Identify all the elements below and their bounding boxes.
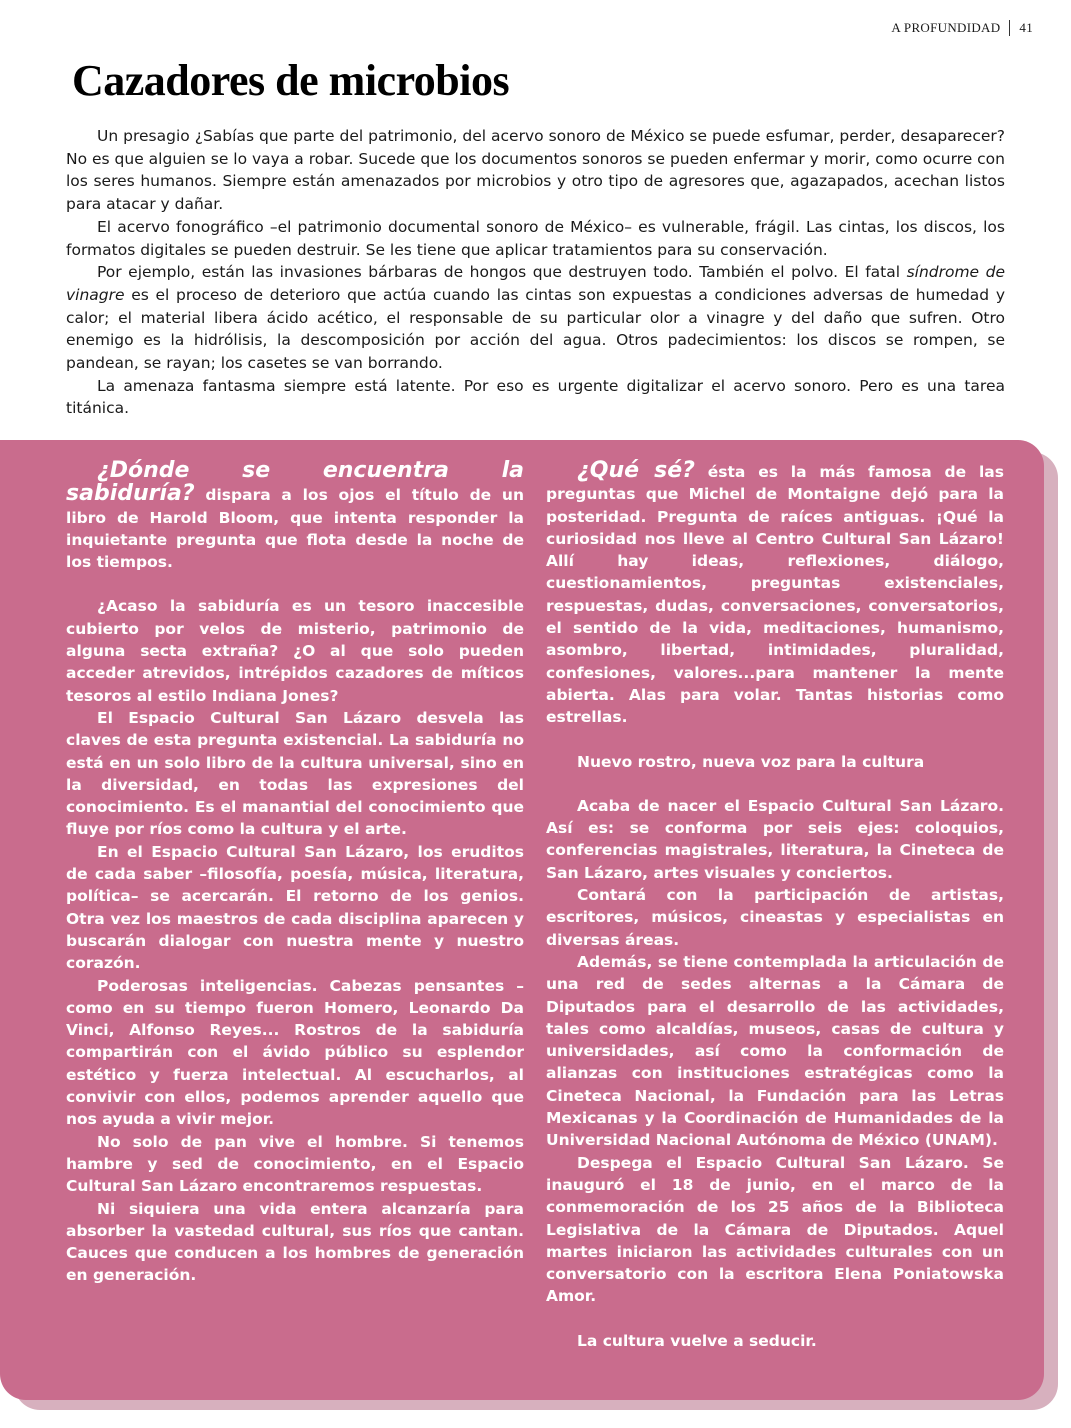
column-paragraph: ¿Acaso la sabiduría es un tesoro inaccesible cubierto por velos de misterio, patrimonio de alguna secta extraña? ¿O al que solo pueden acceder atrevidos, intrépidos cazadores de míticos tesoros al estilo Indiana Jones? <box>66 597 524 705</box>
intro-text <box>66 125 1005 420</box>
column-paragraph: Poderosas inteligencias. Cabezas pensantes –como en su tiempo fueron Homero, Leonardo Da Vinci, Alfonso Reyes... Rostros de la sabiduría compartirán con el ávido público su esplendor estético y fuerza intelectual. Al escucharlos, al convivir con ellos, podemos aprender aquello que nos ayuda a vivir mejor. <box>66 976 524 1129</box>
column-paragraph: El Espacio Cultural San Lázaro desvela las claves de esta pregunta existencial. La sabiduría no está en un solo libro de la cultura universal, sino en la diversidad, en todas las expresiones del conocimiento. Es el manantial del conocimiento que fluye por ríos como la cultura y el arte. <box>66 708 524 839</box>
column-paragraph: Contará con la participación de artistas, escritores, músicos, cineastas y especialistas en diversas áreas. <box>546 886 1004 949</box>
lead-question: ¿Qué sé? <box>577 458 695 483</box>
section-label: A PROFUNDIDAD <box>891 20 1001 35</box>
intro-paragraph: Un presagio ¿Sabías que parte del patrimonio, del acervo sonoro de México se puede esfumar, perder, desaparecer? No es que alguien se lo vaya a robar. Sucede que los documentos sonoros se pueden enfermar y morir, como ocurre con los seres humanos. Siempre están amenazados por microbios y otro tipo de agresores que, agazapados, acechan listos para atacar y dañar. <box>66 127 1005 214</box>
closing-line: La cultura vuelve a seducir. <box>577 1331 817 1350</box>
column-paragraph: En el Espacio Cultural San Lázaro, los eruditos de cada saber –filosofía, poesía, música, literatura, política– se acercarán. El retorno de los genios. Otra vez los maestros de cada disciplina aparecen y buscarán dialogar con nuestra mente y nuestro corazón. <box>66 842 524 973</box>
lead-paragraph: ¿Dónde se encuentra la sabiduría? dispara a los ojos el título de un libro de Harold Bloom, que intenta responder la inquietante pregunta que flota desde la noche de los tiempos. <box>66 458 524 572</box>
right-column <box>546 460 1004 1352</box>
left-column <box>66 460 524 1287</box>
italic-term: síndrome de vinagre <box>66 263 1005 304</box>
column-paragraph: No solo de pan vive el hombre. Si tenemos hambre y sed de conocimiento, en el Espacio Cultural San Lázaro encontraremos respuestas. <box>66 1132 524 1196</box>
intro-paragraph: Por ejemplo, están las invasiones bárbaras de hongos que destruyen todo. También el polvo. El fatal síndrome de vinagre es el proceso de deterioro que actúa cuando las cintas son expuestas a condiciones adversas de humedad y calor; el material libera ácido acético, el responsable de su particular olor a vinagre y del daño que sufren. Otro enemigo es la hidrólisis, la descomposición por acción del agua. Otros padecimientos: los discos se rompen, se pandean, se rayan; los casetes se van borrando. <box>66 263 1005 373</box>
column-paragraph: Acaba de nacer el Espacio Cultural San Lázaro. Así es: se conforma por seis ejes: coloquios, conferencias magistrales, literatura, la Cineteca de San Lázaro, artes visuales y conciertos. <box>546 796 1004 882</box>
column-paragraph: Ni siquiera una vida entera alcanzaría para absorber la vastedad cultural, sus ríos que cantan. Cauces que conducen a los hombres de generación en generación. <box>66 1199 524 1285</box>
intro-paragraph: El acervo fonográfico –el patrimonio documental sonoro de México– es vulnerable, frágil. Las cintas, los discos, los formatos digitales se pueden destruir. Se les tiene que aplicar tratamientos para su conservación. <box>66 217 1005 259</box>
header-divider <box>1009 20 1010 36</box>
lead-paragraph: ¿Qué sé? ésta es la más famosa de las preguntas que Michel de Montaigne dejó para la posteridad. Pregunta de raíces antiguas. ¡Qué la curiosidad nos lleve al Centro Cultural San Lázaro! Allí hay ideas, reflexiones, diálogo, cuestionamientos, preguntas existenciales, respuestas, dudas, conversaciones, conversatorios, el sentido de la vida, meditaciones, humanismo, asombro, libertad, intimidades, pluralidad, confesiones, valores...para mantener la mente abierta. Alas para volar. Tantas historias como estrellas. <box>546 458 1004 727</box>
column-paragraph: Además, se tiene contemplada la articulación de una red de sedes alternas a la Cámara de Diputados para el desarrollo de las actividades, tales como alcaldías, museos, casas de cultura y universidades, así como la conformación de alianzas con instituciones estratégicas como la Cineteca Nacional, la Fundación para las Letras Mexicanas y la Coordinación de Humanidades de la Universidad Nacional Autónoma de México (UNAM). <box>546 952 1004 1150</box>
subheading: Nuevo rostro, nueva voz para la cultura <box>577 752 925 771</box>
column-paragraph: Despega el Espacio Cultural San Lázaro. Se inauguró el 18 de junio, en el marco de la conmemoración de los 25 años de la Biblioteca Legislativa de la Cámara de Diputados. Aquel martes iniciaron las actividades culturales con un conversatorio con la escritora Elena Poniatowska Amor. <box>546 1153 1004 1306</box>
lead-question: ¿Dónde se encuentra la sabiduría? <box>66 458 524 507</box>
article-title: Cazadores de microbios <box>72 56 510 105</box>
page-number: 41 <box>1019 20 1033 35</box>
intro-paragraph: La amenaza fantasma siempre está latente. Por eso es urgente digitalizar el acervo sonoro. Pero es una tarea titánica. <box>66 376 1005 418</box>
running-header <box>891 20 1033 36</box>
